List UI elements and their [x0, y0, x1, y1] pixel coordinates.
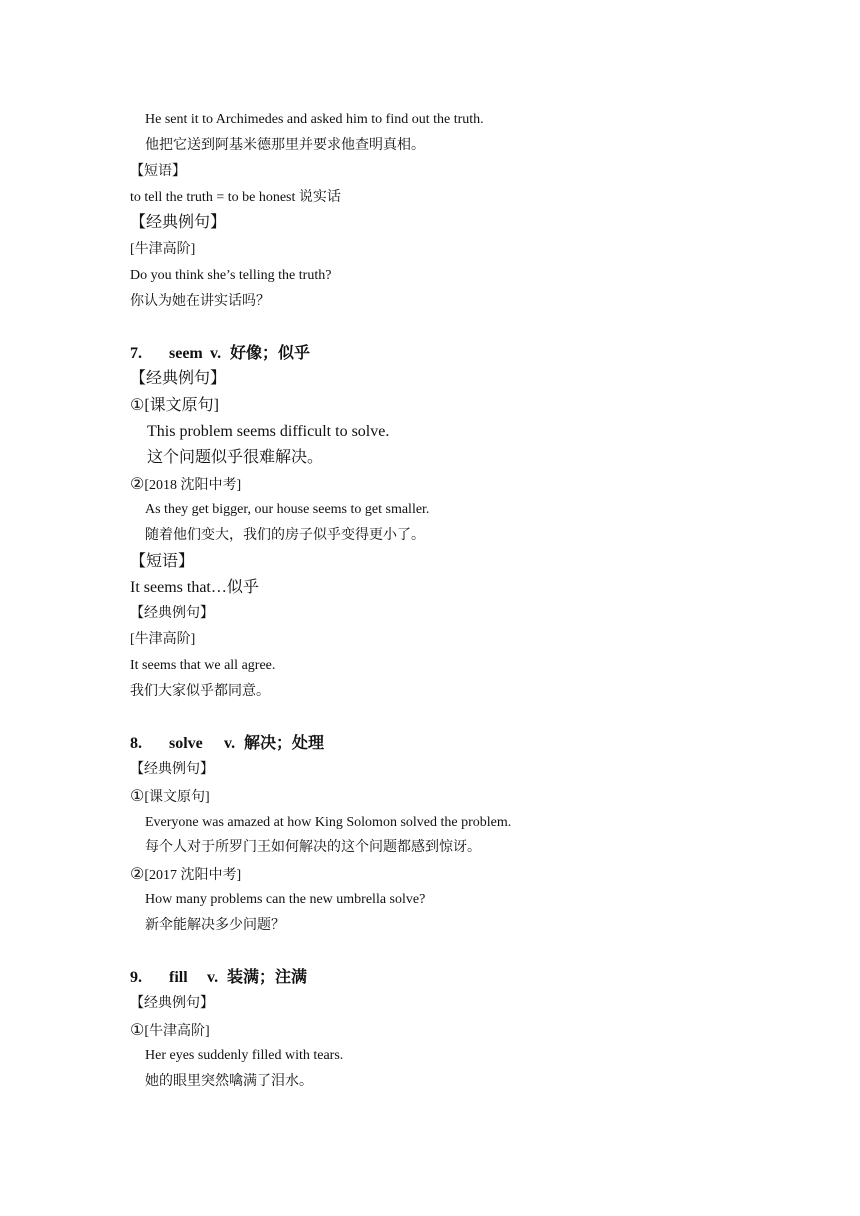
- section-label-examples: 【经典例句】: [130, 606, 214, 621]
- example-english: As they get bigger, our house seems to get smaller.: [145, 502, 430, 517]
- example-chinese: 她的眼里突然噙满了泪水。: [145, 1074, 313, 1089]
- vocab-heading-fill: [130, 968, 307, 988]
- circled-number: ①: [130, 1022, 145, 1039]
- vocab-pos: v.: [210, 345, 222, 362]
- section-label-examples: 【经典例句】: [130, 762, 214, 777]
- example-english: Everyone was amazed at how King Solomon solved the problem.: [145, 815, 512, 830]
- source-label: [2018 沈阳中考]: [144, 478, 242, 493]
- source-label: [牛津高阶]: [144, 1024, 210, 1039]
- section-label-examples: 【经典例句】: [130, 214, 227, 231]
- section-label-phrases: 【短语】: [130, 164, 186, 179]
- source-label: [课文原句]: [144, 397, 220, 414]
- section-label-examples: 【经典例句】: [130, 370, 227, 387]
- vocab-pos: v.: [224, 735, 236, 752]
- example-chinese: 他把它送到阿基米德那里并要求他查明真相。: [145, 138, 425, 153]
- example-english: How many problems can the new umbrella solve?: [145, 892, 426, 907]
- vocab-pos: v.: [207, 969, 219, 986]
- source-tag: [牛津高阶]: [130, 632, 196, 647]
- source-tag: [牛津高阶]: [130, 242, 196, 257]
- vocab-number: 9.: [130, 969, 142, 986]
- example-english: Do you think she’s telling the truth?: [130, 268, 332, 283]
- vocab-word: solve: [169, 735, 203, 752]
- vocab-number: 7.: [130, 345, 142, 362]
- example-chinese: 每个人对于所罗门王如何解决的这个问题都感到惊讶。: [145, 840, 481, 855]
- circled-number: ②: [130, 866, 145, 883]
- vocab-word: seem: [169, 345, 203, 362]
- source-tag: [130, 1021, 210, 1041]
- example-chinese: 我们大家似乎都同意。: [130, 684, 270, 699]
- source-tag: [130, 396, 219, 416]
- vocab-meaning: 好像；似乎: [230, 345, 311, 362]
- source-tag: [130, 475, 241, 495]
- source-tag: [130, 787, 210, 807]
- example-english: He sent it to Archimedes and asked him to find out the truth.: [145, 112, 484, 127]
- example-english: It seems that we all agree.: [130, 658, 276, 673]
- vocab-heading-seem: [130, 344, 310, 364]
- example-english: This problem seems difficult to solve.: [147, 423, 390, 440]
- source-tag: [130, 865, 241, 885]
- example-chinese: 随着他们变大，我们的房子似乎变得更小了。: [145, 528, 425, 543]
- vocab-word: fill: [169, 969, 188, 986]
- section-label-phrases: 【短语】: [130, 553, 195, 570]
- example-chinese: 这个问题似乎很难解决。: [147, 449, 324, 466]
- source-label: [课文原句]: [144, 790, 210, 805]
- vocab-meaning: 解决；处理: [244, 735, 325, 752]
- vocab-heading-solve: [130, 734, 324, 754]
- circled-number: ②: [130, 476, 145, 493]
- example-english: Her eyes suddenly filled with tears.: [145, 1048, 344, 1063]
- vocab-meaning: 装满；注满: [227, 969, 308, 986]
- source-label: [2017 沈阳中考]: [144, 868, 242, 883]
- circled-number: ①: [130, 397, 145, 414]
- phrase-entry: to tell the truth = to be honest 说实话: [130, 190, 341, 205]
- example-chinese: 你认为她在讲实话吗？: [130, 294, 270, 309]
- example-chinese: 新伞能解决多少问题？: [145, 918, 285, 933]
- vocab-number: 8.: [130, 735, 142, 752]
- circled-number: ①: [130, 788, 145, 805]
- phrase-entry: It seems that…似乎: [130, 579, 259, 596]
- section-label-examples: 【经典例句】: [130, 996, 214, 1011]
